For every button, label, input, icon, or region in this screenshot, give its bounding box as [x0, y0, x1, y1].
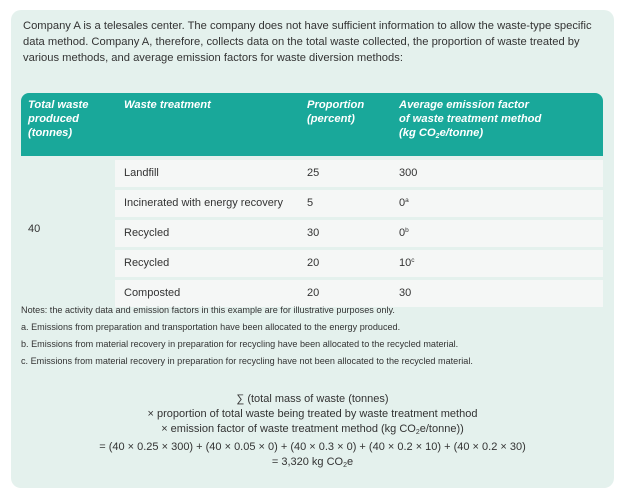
formula-line-1: ∑ (total mass of waste (tonnes) [236, 393, 389, 405]
ef-cell [399, 167, 417, 179]
table-row [115, 220, 603, 247]
example-card [11, 10, 614, 488]
header-ef-line3 [399, 126, 599, 144]
table-header [21, 93, 603, 156]
calculation-formula [11, 392, 614, 473]
header-ef-line2: of waste treatment method [399, 113, 542, 125]
treatment-cell: Recycled [124, 257, 170, 269]
intro-text: Company A is a telesales center. The company does not have sufficient information to allow the waste-type specific data method. Company A, therefore, collects data on the total waste collected, the proportion of waste treated by various methods, and average emission factors for waste diversion methods: [23, 20, 592, 64]
ef-note: c [411, 257, 415, 264]
waste-table [21, 93, 603, 306]
formula-result-pre: = 3,320 kg CO [271, 456, 344, 468]
proportion-cell: 20 [307, 257, 320, 269]
ef-value: 30 [399, 287, 412, 299]
ef-note: b [405, 227, 409, 234]
header-emission-factor [399, 98, 599, 144]
header-ef-unit-post: e/tonne) [439, 127, 484, 139]
treatment-cell: Landfill [124, 167, 159, 179]
header-ef-line1: Average emission factor [399, 99, 529, 111]
proportion-cell: 5 [307, 197, 314, 209]
formula-line-3-pre: × emission factor of waste treatment method (kg CO [161, 423, 416, 435]
table-row [115, 250, 603, 277]
formula-line-2: × proportion of total waste being treated by waste treatment method [147, 408, 478, 420]
formula-result [11, 455, 614, 473]
formula-line-3-sub: 2 [415, 429, 420, 436]
note-a: a. Emissions from preparation and transportation have been allocated to the energy produced. [21, 322, 401, 332]
proportion-cell: 30 [307, 227, 320, 239]
ef-value: 10 [399, 257, 412, 269]
header-waste-treatment: Waste treatment [124, 99, 211, 111]
formula-line-4: = (40 × 0.25 × 300) + (40 × 0.05 × 0) + (40 × 0.3 × 0) + (40 × 0.2 × 10) + (40 × 0.2 × 30) [99, 441, 526, 453]
ef-cell [399, 257, 415, 269]
note-general: Notes: the activity data and emission factors in this example are for illustrative purposes only. [21, 305, 395, 315]
table-body [21, 156, 603, 306]
ef-cell [399, 227, 409, 239]
ef-note: a [405, 197, 409, 204]
ef-cell [399, 197, 409, 209]
proportion-cell: 25 [307, 167, 320, 179]
total-waste-value: 40 [28, 223, 41, 235]
treatment-cell: Recycled [124, 227, 170, 239]
header-proportion: Proportion (percent) [307, 99, 365, 125]
note-c: c. Emissions from material recovery in preparation for recycling have not been allocated to the recycled material. [21, 356, 473, 366]
table-row [115, 160, 603, 187]
table-notes [21, 302, 606, 370]
ef-value: 0 [399, 197, 406, 209]
treatment-cell: Composted [124, 287, 181, 299]
header-total-waste: Total waste produced (tonnes) [28, 99, 89, 139]
treatment-cell: Incinerated with energy recovery [124, 197, 283, 209]
formula-line-3-post: e/tonne)) [419, 423, 464, 435]
formula-result-post: e [347, 456, 354, 468]
formula-result-sub: 2 [343, 462, 348, 469]
note-b: b. Emissions from material recovery in preparation for recycling have been allocated to the recycled material. [21, 339, 459, 349]
ef-value: 0 [399, 227, 406, 239]
ef-cell [399, 287, 411, 299]
header-ef-unit-sub: 2 [435, 133, 440, 140]
proportion-cell: 20 [307, 287, 320, 299]
header-ef-unit-pre: (kg CO [399, 127, 436, 139]
ef-value: 300 [399, 167, 418, 179]
formula-line-3 [11, 422, 614, 440]
